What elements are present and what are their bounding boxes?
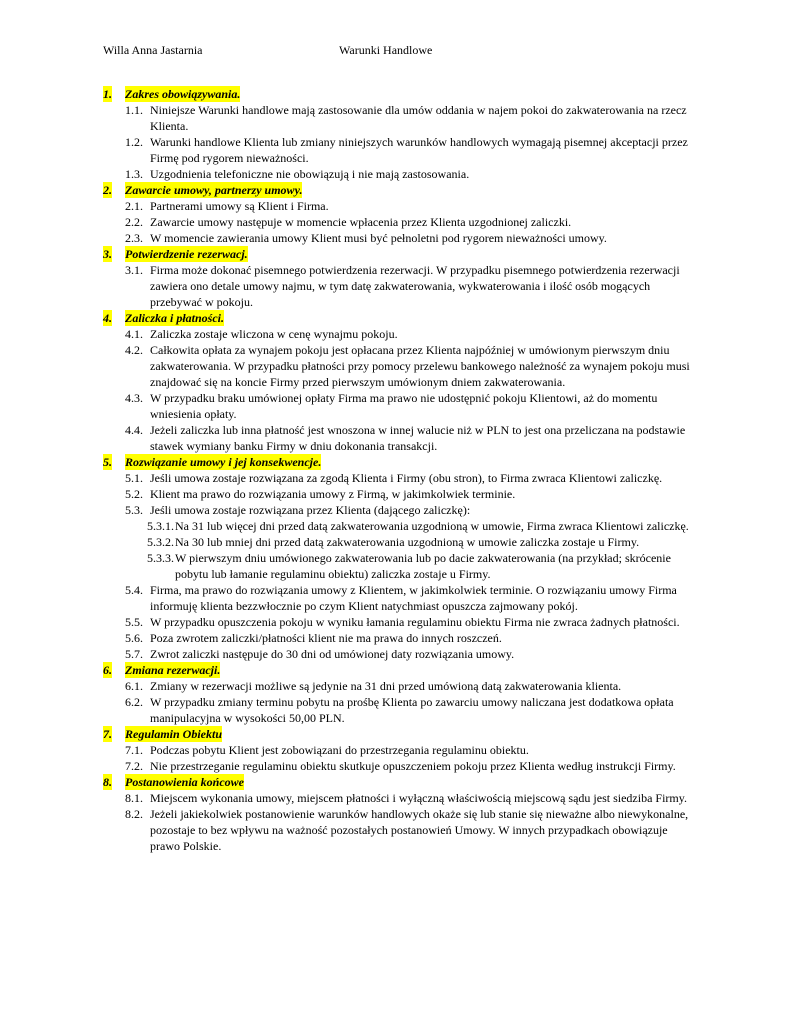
clause-item xyxy=(0,758,791,774)
section-heading xyxy=(0,662,791,678)
clause-item xyxy=(0,614,791,630)
clause-number: 1.1. xyxy=(125,103,143,117)
clause-number: 5.6. xyxy=(125,631,143,645)
subclause-item xyxy=(0,518,791,534)
clause-number: 6.2. xyxy=(125,695,143,709)
subclause-number: 5.3.3. xyxy=(147,551,174,565)
clause-text: Zmiany w rezerwacji możliwe są jedynie na 31 dni przed umówioną datą zakwaterowania klienta. xyxy=(150,679,622,693)
clause-number: 2.2. xyxy=(125,215,143,229)
clause-text: Jeżeli jakiekolwiek postanowienie warunków handlowych okaże się lub stanie się nieważne albo niewykonalne, pozostaje to bez wpływu na ważność pozostałych postanowień Umowy. W innych przypadkach obowiązuje prawo Polskie. xyxy=(150,807,689,853)
subclause-text: W pierwszym dniu umówionego zakwaterowania lub po dacie zakwaterowania (na przykład; skrócenie pobytu lub łamanie regulaminu obiektu) zaliczka zostaje u Firmy. xyxy=(175,551,671,581)
clause-number: 8.2. xyxy=(125,807,143,821)
clause-text: Firma może dokonać pisemnego potwierdzenia rezerwacji. W przypadku pisemnego potwierdzenia rezerwacji zawiera ono detale umowy najmu, w tym datę zakwaterowania, wykwaterowania i ilość osób mogących przebywać w pokoju. xyxy=(150,263,680,309)
clause-item xyxy=(0,230,791,246)
clause-number: 3.1. xyxy=(125,263,143,277)
clause-item xyxy=(0,646,791,662)
subclause-item xyxy=(0,550,791,582)
clause-text: Jeśli umowa zostaje rozwiązana przez Klienta (dającego zaliczkę): xyxy=(150,503,471,517)
clause-text: Warunki handlowe Klienta lub zmiany niniejszych warunków handlowych wymagają pisemnej akceptacji przez Firmę pod rygorem nieważności. xyxy=(150,135,688,165)
clause-number: 4.3. xyxy=(125,391,143,405)
document-body xyxy=(0,86,791,854)
clause-item xyxy=(0,262,791,310)
section-number: 6. xyxy=(103,663,112,677)
page-header xyxy=(0,43,791,59)
section-title: Zaliczka i płatności. xyxy=(125,311,224,325)
clause-item xyxy=(0,790,791,806)
subclause-text: Na 31 lub więcej dni przed datą zakwaterowania uzgodnioną w umowie, Firma zwraca Klientowi zaliczkę. xyxy=(175,519,689,533)
clause-text: Całkowita opłata za wynajem pokoju jest opłacana przez Klienta najpóźniej w umówionym pierwszym dniu zakwaterowania. W przypadku płatności przy pomocy przelewu bankowego należność za wynajem pokoju musi znajdować się na koncie Firmy przed pierwszym umówionym dniem zakwaterowania. xyxy=(150,343,690,389)
subclause-item xyxy=(0,534,791,550)
section-title: Zawarcie umowy, partnerzy umowy. xyxy=(125,183,303,197)
clause-number: 1.2. xyxy=(125,135,143,149)
clause-item xyxy=(0,134,791,166)
clause-item xyxy=(0,198,791,214)
clause-number: 4.4. xyxy=(125,423,143,437)
clause-text: Niniejsze Warunki handlowe mają zastosowanie dla umów oddania w najem pokoi do zakwaterowania na rzecz Klienta. xyxy=(150,103,687,133)
section-title: Zakres obowiązywania. xyxy=(125,87,241,101)
clause-number: 2.1. xyxy=(125,199,143,213)
clause-number: 5.5. xyxy=(125,615,143,629)
clause-number: 8.1. xyxy=(125,791,143,805)
section-title: Potwierdzenie rezerwacj. xyxy=(125,247,248,261)
clause-text: Uzgodnienia telefoniczne nie obowiązują i nie mają zastosowania. xyxy=(150,167,470,181)
clause-text: Partnerami umowy są Klient i Firma. xyxy=(150,199,329,213)
section-heading xyxy=(0,86,791,102)
clause-text: Podczas pobytu Klient jest zobowiązani do przestrzegania regulaminu obiektu. xyxy=(150,743,529,757)
section-number: 7. xyxy=(103,727,112,741)
clause-text: Poza zwrotem zaliczki/płatności klient nie ma prawa do innych roszczeń. xyxy=(150,631,502,645)
clause-number: 5.1. xyxy=(125,471,143,485)
clause-item xyxy=(0,166,791,182)
clause-number: 5.4. xyxy=(125,583,143,597)
clause-item xyxy=(0,502,791,518)
clause-text: Miejscem wykonania umowy, miejscem płatności i wyłączną właściwością miejscową sądu jest siedziba Firmy. xyxy=(150,791,687,805)
clause-text: Firma, ma prawo do rozwiązania umowy z Klientem, w jakimkolwiek terminie. O rozwiązaniu umowy Firma informuję klienta bezzwłocznie po czym Klient natychmiast opuszcza zajmowany pokój. xyxy=(150,583,677,613)
section-number: 1. xyxy=(103,87,112,101)
clause-item xyxy=(0,742,791,758)
clause-item xyxy=(0,806,791,854)
section-title: Postanowienia końcowe xyxy=(125,775,245,789)
clause-text: Jeśli umowa zostaje rozwiązana za zgodą Klienta i Firmy (obu stron), to Firma zwraca Klientowi zaliczkę. xyxy=(150,471,663,485)
clause-item xyxy=(0,422,791,454)
clause-text: W przypadku zmiany terminu pobytu na prośbę Klienta po zawarciu umowy naliczana jest dodatkowa opłata manipulacyjna w wysokości 50,00 PLN. xyxy=(150,695,674,725)
clause-text: Klient ma prawo do rozwiązania umowy z Firmą, w jakimkolwiek terminie. xyxy=(150,487,516,501)
section-heading xyxy=(0,726,791,742)
clause-number: 5.2. xyxy=(125,487,143,501)
section-heading xyxy=(0,774,791,790)
section-heading xyxy=(0,182,791,198)
clause-item xyxy=(0,630,791,646)
section-title: Regulamin Obiektu xyxy=(125,727,223,741)
clause-text: Nie przestrzeganie regulaminu obiektu skutkuje opuszczeniem pokoju przez Klienta według instrukcji Firmy. xyxy=(150,759,676,773)
clause-text: W przypadku braku umówionej opłaty Firma ma prawo nie udostępnić pokoju Klientowi, aż do momentu wniesienia opłaty. xyxy=(150,391,658,421)
clause-text: W przypadku opuszczenia pokoju w wyniku łamania regulaminu obiektu Firma nie zwraca żadnych płatności. xyxy=(150,615,680,629)
clause-number: 6.1. xyxy=(125,679,143,693)
section-title: Rozwiązanie umowy i jej konsekwencje. xyxy=(125,455,322,469)
section-number: 2. xyxy=(103,183,112,197)
clause-item xyxy=(0,678,791,694)
section-heading xyxy=(0,454,791,470)
clause-item xyxy=(0,214,791,230)
clause-item xyxy=(0,102,791,134)
header-company-name: Willa Anna Jastarnia xyxy=(103,43,203,57)
clause-number: 4.2. xyxy=(125,343,143,357)
clause-number: 4.1. xyxy=(125,327,143,341)
clause-text: W momencie zawierania umowy Klient musi być pełnoletni pod rygorem nieważności umowy. xyxy=(150,231,607,245)
section-number: 3. xyxy=(103,247,112,261)
clause-item xyxy=(0,694,791,726)
subclause-text: Na 30 lub mniej dni przed datą zakwaterowania uzgodnioną w umowie zaliczka zostaje u Firmy. xyxy=(175,535,640,549)
clause-item xyxy=(0,326,791,342)
clause-item xyxy=(0,390,791,422)
clause-text: Jeżeli zaliczka lub inna płatność jest wnoszona w innej walucie niż w PLN to jest ona przeliczana na podstawie stawek wymiany banku Firmy w dniu dokonania transakcji. xyxy=(150,423,686,453)
clause-item xyxy=(0,470,791,486)
section-number: 4. xyxy=(103,311,112,325)
section-title: Zmiana rezerwacji. xyxy=(125,663,221,677)
clause-number: 7.2. xyxy=(125,759,143,773)
clause-text: Zawarcie umowy następuje w momencie wpłacenia przez Klienta uzgodnionej zaliczki. xyxy=(150,215,572,229)
subclause-number: 5.3.2. xyxy=(147,535,174,549)
clause-item xyxy=(0,582,791,614)
clause-number: 5.7. xyxy=(125,647,143,661)
section-number: 8. xyxy=(103,775,112,789)
clause-item xyxy=(0,342,791,390)
subclause-number: 5.3.1. xyxy=(147,519,174,533)
clause-item xyxy=(0,486,791,502)
clause-text: Zwrot zaliczki następuje do 30 dni od umówionej daty rozwiązania umowy. xyxy=(150,647,515,661)
clause-number: 7.1. xyxy=(125,743,143,757)
section-heading xyxy=(0,310,791,326)
clause-number: 2.3. xyxy=(125,231,143,245)
clause-number: 5.3. xyxy=(125,503,143,517)
clause-text: Zaliczka zostaje wliczona w cenę wynajmu pokoju. xyxy=(150,327,398,341)
header-document-title: Warunki Handlowe xyxy=(339,43,433,57)
section-heading xyxy=(0,246,791,262)
clause-number: 1.3. xyxy=(125,167,143,181)
section-number: 5. xyxy=(103,455,112,469)
